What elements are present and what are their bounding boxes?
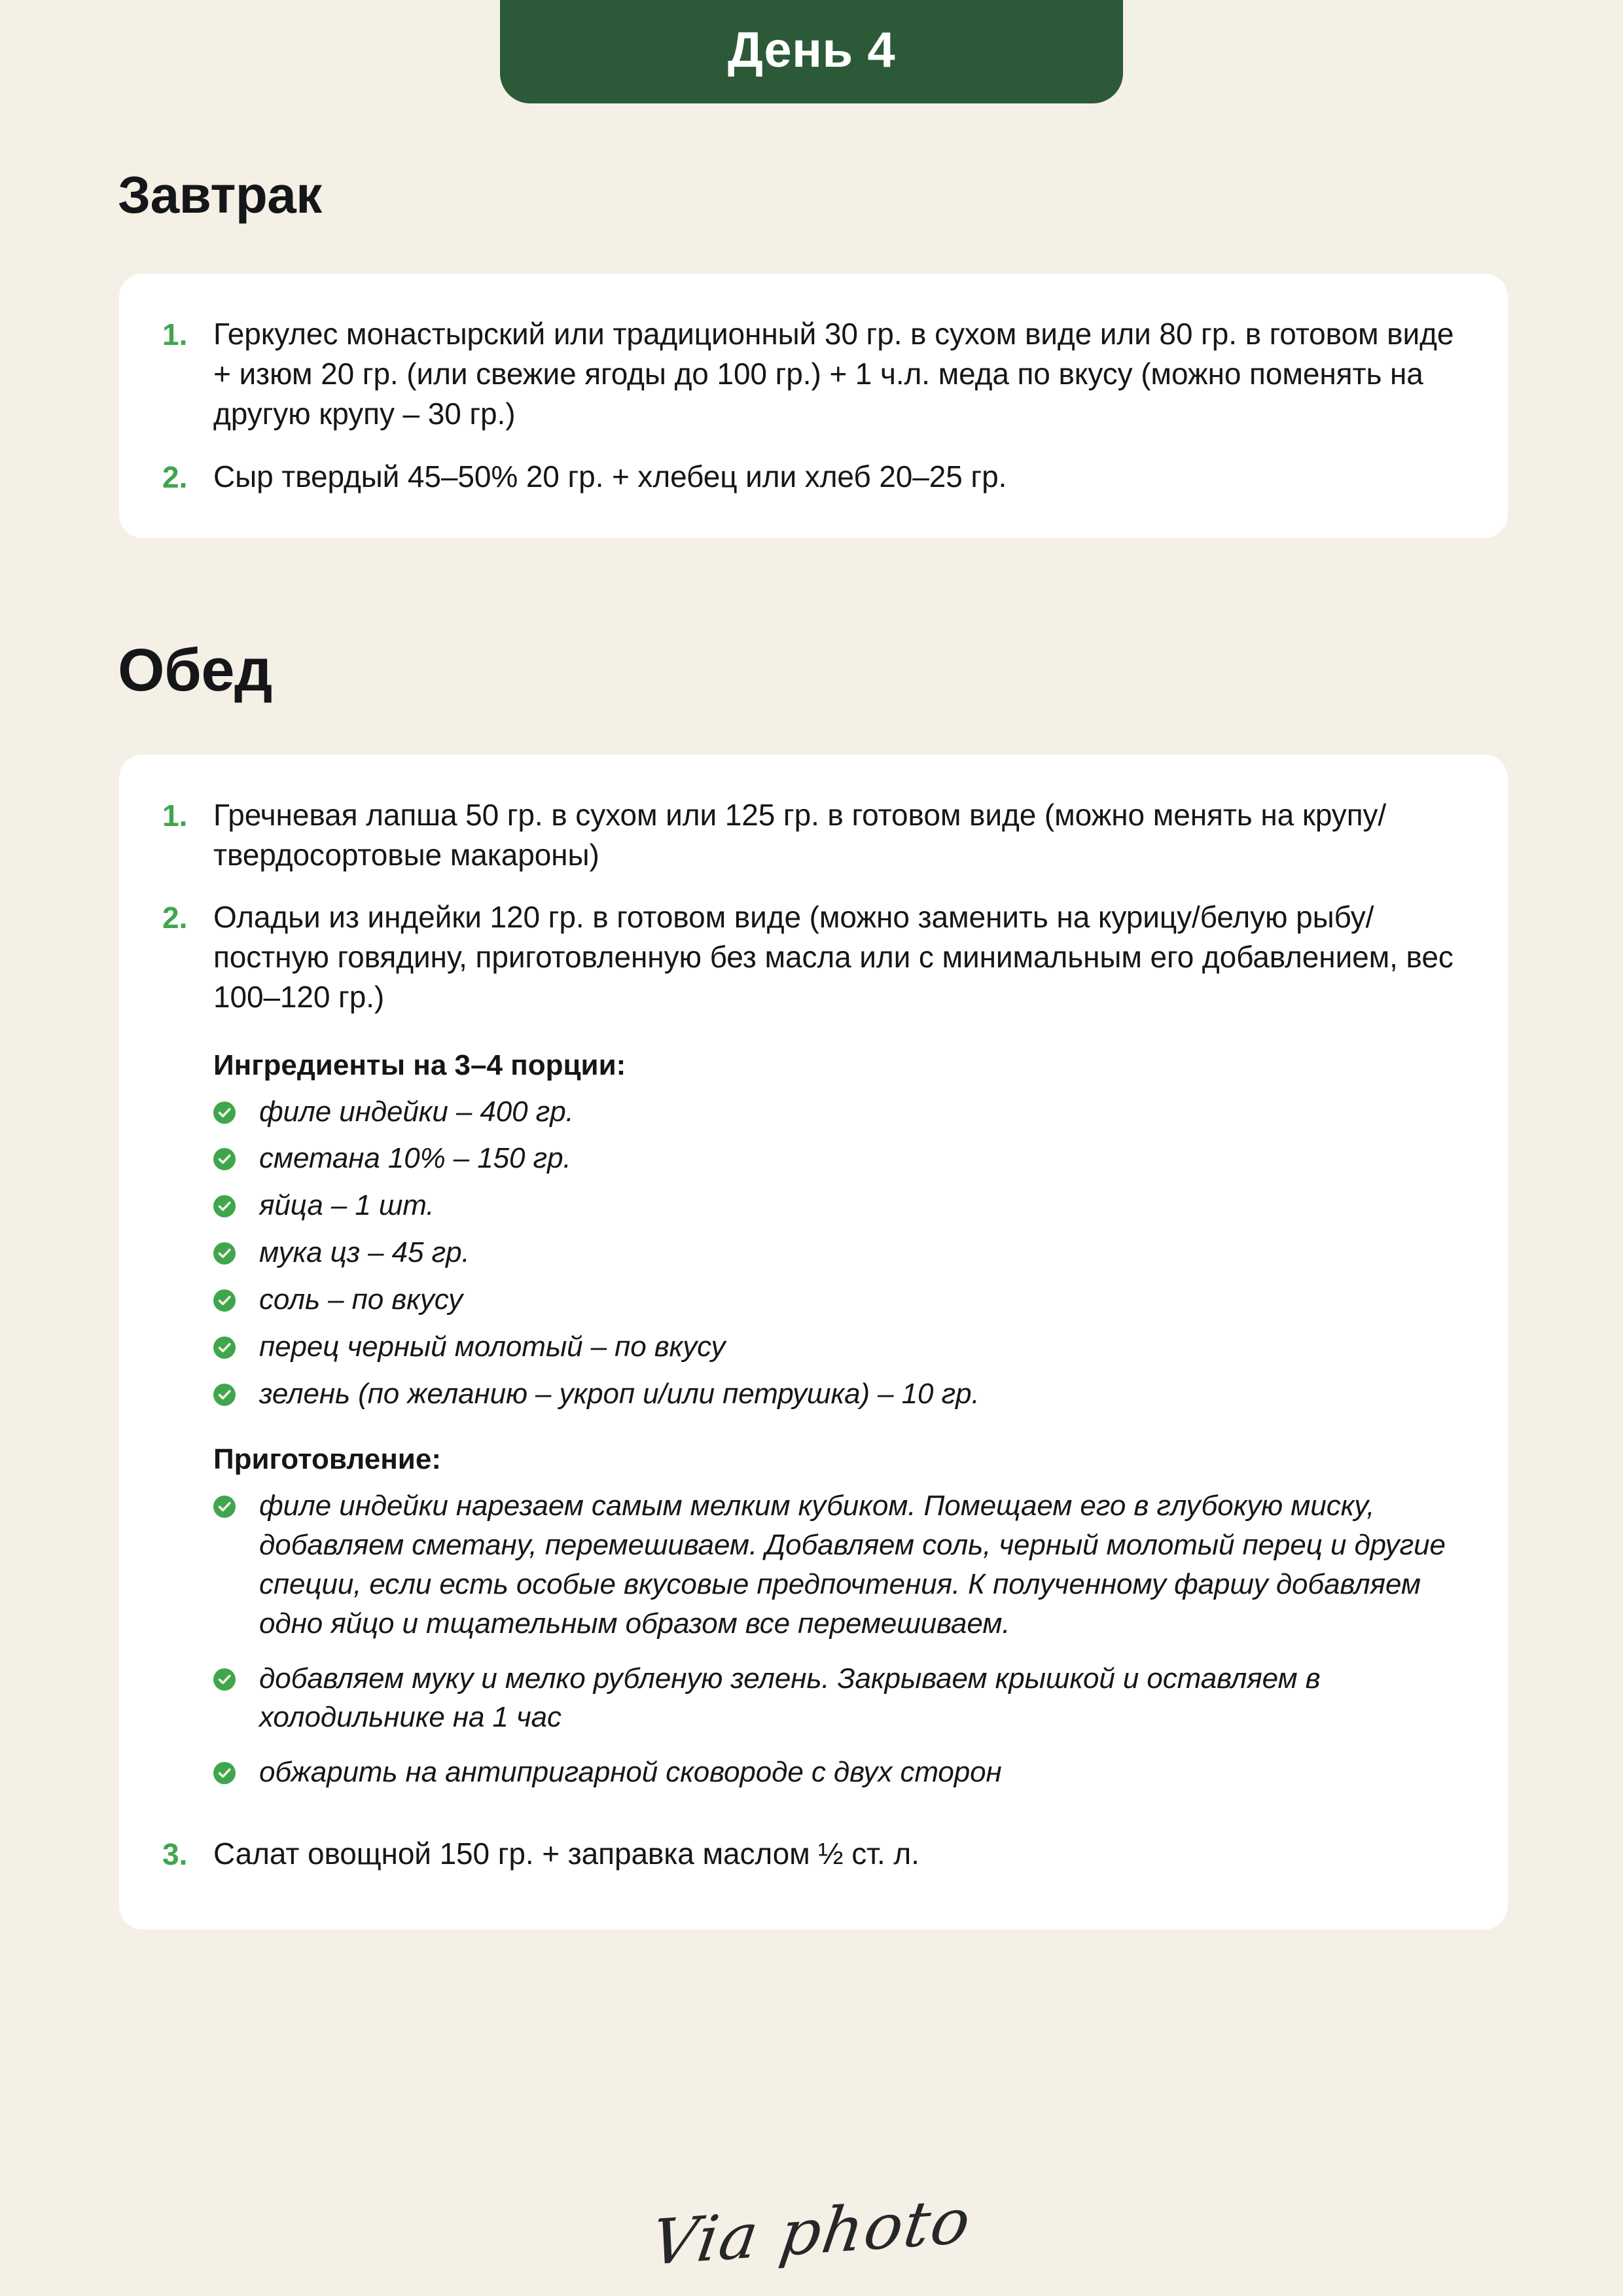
check-circle-icon (213, 1668, 236, 1691)
check-circle-icon (213, 1195, 236, 1217)
list-item-body (213, 897, 1462, 1808)
breakfast-item-list (162, 314, 1462, 497)
list-item-body (213, 1834, 1462, 1874)
lunch-card (119, 755, 1508, 1930)
list-item (213, 1233, 1462, 1272)
list-item-text: Оладьи из индейки 120 гр. в готовом виде (можно заменить на курицу/белую рыбу/постную говядину, приготовленную без масла или с минимальным его добавлением, вес 100–120 гр.) (213, 900, 1454, 1014)
check-circle-icon (213, 1102, 236, 1124)
watermark-signature: Via photo (647, 2184, 976, 2280)
preparation-list (213, 1486, 1462, 1792)
check-circle-icon (213, 1762, 236, 1784)
list-item-body (213, 314, 1462, 435)
list-item (213, 1486, 1462, 1643)
list-item (162, 897, 1462, 1808)
ingredients-heading: Ингредиенты на 3–4 порции: (213, 1049, 626, 1081)
list-item (213, 1280, 1462, 1319)
ingredient-text: зелень (по желанию – укроп и/или петрушка) – 10 гр. (259, 1377, 980, 1410)
ingredient-text: соль – по вкусу (259, 1283, 463, 1316)
list-item (213, 1186, 1462, 1225)
list-item (213, 1659, 1462, 1738)
check-circle-icon (213, 1384, 236, 1406)
section-heading-lunch: Обед (118, 636, 272, 704)
list-item-text: Гречневая лапша 50 гр. в сухом или 125 гр. в готовом виде (можно менять на крупу/твердосортовые макароны) (213, 797, 1387, 872)
preparation-step-text: филе индейки нарезаем самым мелким кубиком. Помещаем его в глубокую миску, добавляем сметану, перемешиваем. Добавляем соль, черный молотый перец и другие специи, если есть особые вкусовые предпочтения. К полученному фаршу добавляем одно яйцо и тщательным образом все перемешиваем. (259, 1490, 1446, 1640)
ingredient-text: сметана 10% – 150 гр. (259, 1142, 571, 1175)
list-item (162, 1834, 1462, 1874)
section-heading-breakfast: Завтрак (118, 166, 322, 224)
list-item (162, 457, 1462, 497)
preparation-step-text: добавляем муку и мелко рубленую зелень. Закрываем крышкой и оставляем в холодильнике на 1 час (259, 1662, 1321, 1734)
check-circle-icon (213, 1496, 236, 1518)
list-item (213, 1327, 1462, 1367)
ingredient-text: перец черный молотый – по вкусу (259, 1330, 726, 1363)
check-circle-icon (213, 1289, 236, 1312)
list-item (213, 1374, 1462, 1414)
list-item-number: 2. (162, 459, 188, 494)
list-item-number: 1. (162, 317, 188, 351)
list-item-text: Салат овощной 150 гр. + заправка маслом ½ ст. л. (213, 1837, 919, 1871)
list-item-body (213, 795, 1462, 875)
list-item (213, 1753, 1462, 1792)
list-item-text: Геркулес монастырский или традиционный 30 гр. в сухом виде или 80 гр. в готовом виде + изюм 20 гр. (или свежие ягоды до 100 гр.) + 1 ч.л. меда по вкусу (можно поменять на другую крупу – 30 гр.) (213, 317, 1454, 431)
check-circle-icon (213, 1336, 236, 1359)
list-item-number: 3. (162, 1837, 188, 1872)
list-item-number: 1. (162, 798, 188, 833)
ingredients-list (213, 1092, 1462, 1414)
lunch-item-list (162, 795, 1462, 1875)
list-item-body (213, 457, 1462, 497)
day-badge: День 4 (500, 0, 1123, 103)
list-item (162, 314, 1462, 435)
ingredient-text: мука цз – 45 гр. (259, 1236, 470, 1269)
list-item-number: 2. (162, 901, 188, 935)
list-item (162, 795, 1462, 875)
check-circle-icon (213, 1148, 236, 1170)
day-badge-container (0, 0, 1623, 103)
list-item-text: Сыр твердый 45–50% 20 гр. + хлебец или хлеб 20–25 гр. (213, 459, 1007, 493)
preparation-heading: Приготовление: (213, 1443, 441, 1476)
check-circle-icon (213, 1242, 236, 1265)
ingredient-text: яйца – 1 шт. (259, 1189, 435, 1222)
watermark (0, 2184, 1623, 2280)
list-item (213, 1092, 1462, 1132)
ingredient-text: филе индейки – 400 гр. (259, 1095, 574, 1128)
preparation-step-text: обжарить на антипригарной сковороде с двух сторон (259, 1756, 1002, 1789)
list-item (213, 1139, 1462, 1178)
breakfast-card (119, 274, 1508, 538)
